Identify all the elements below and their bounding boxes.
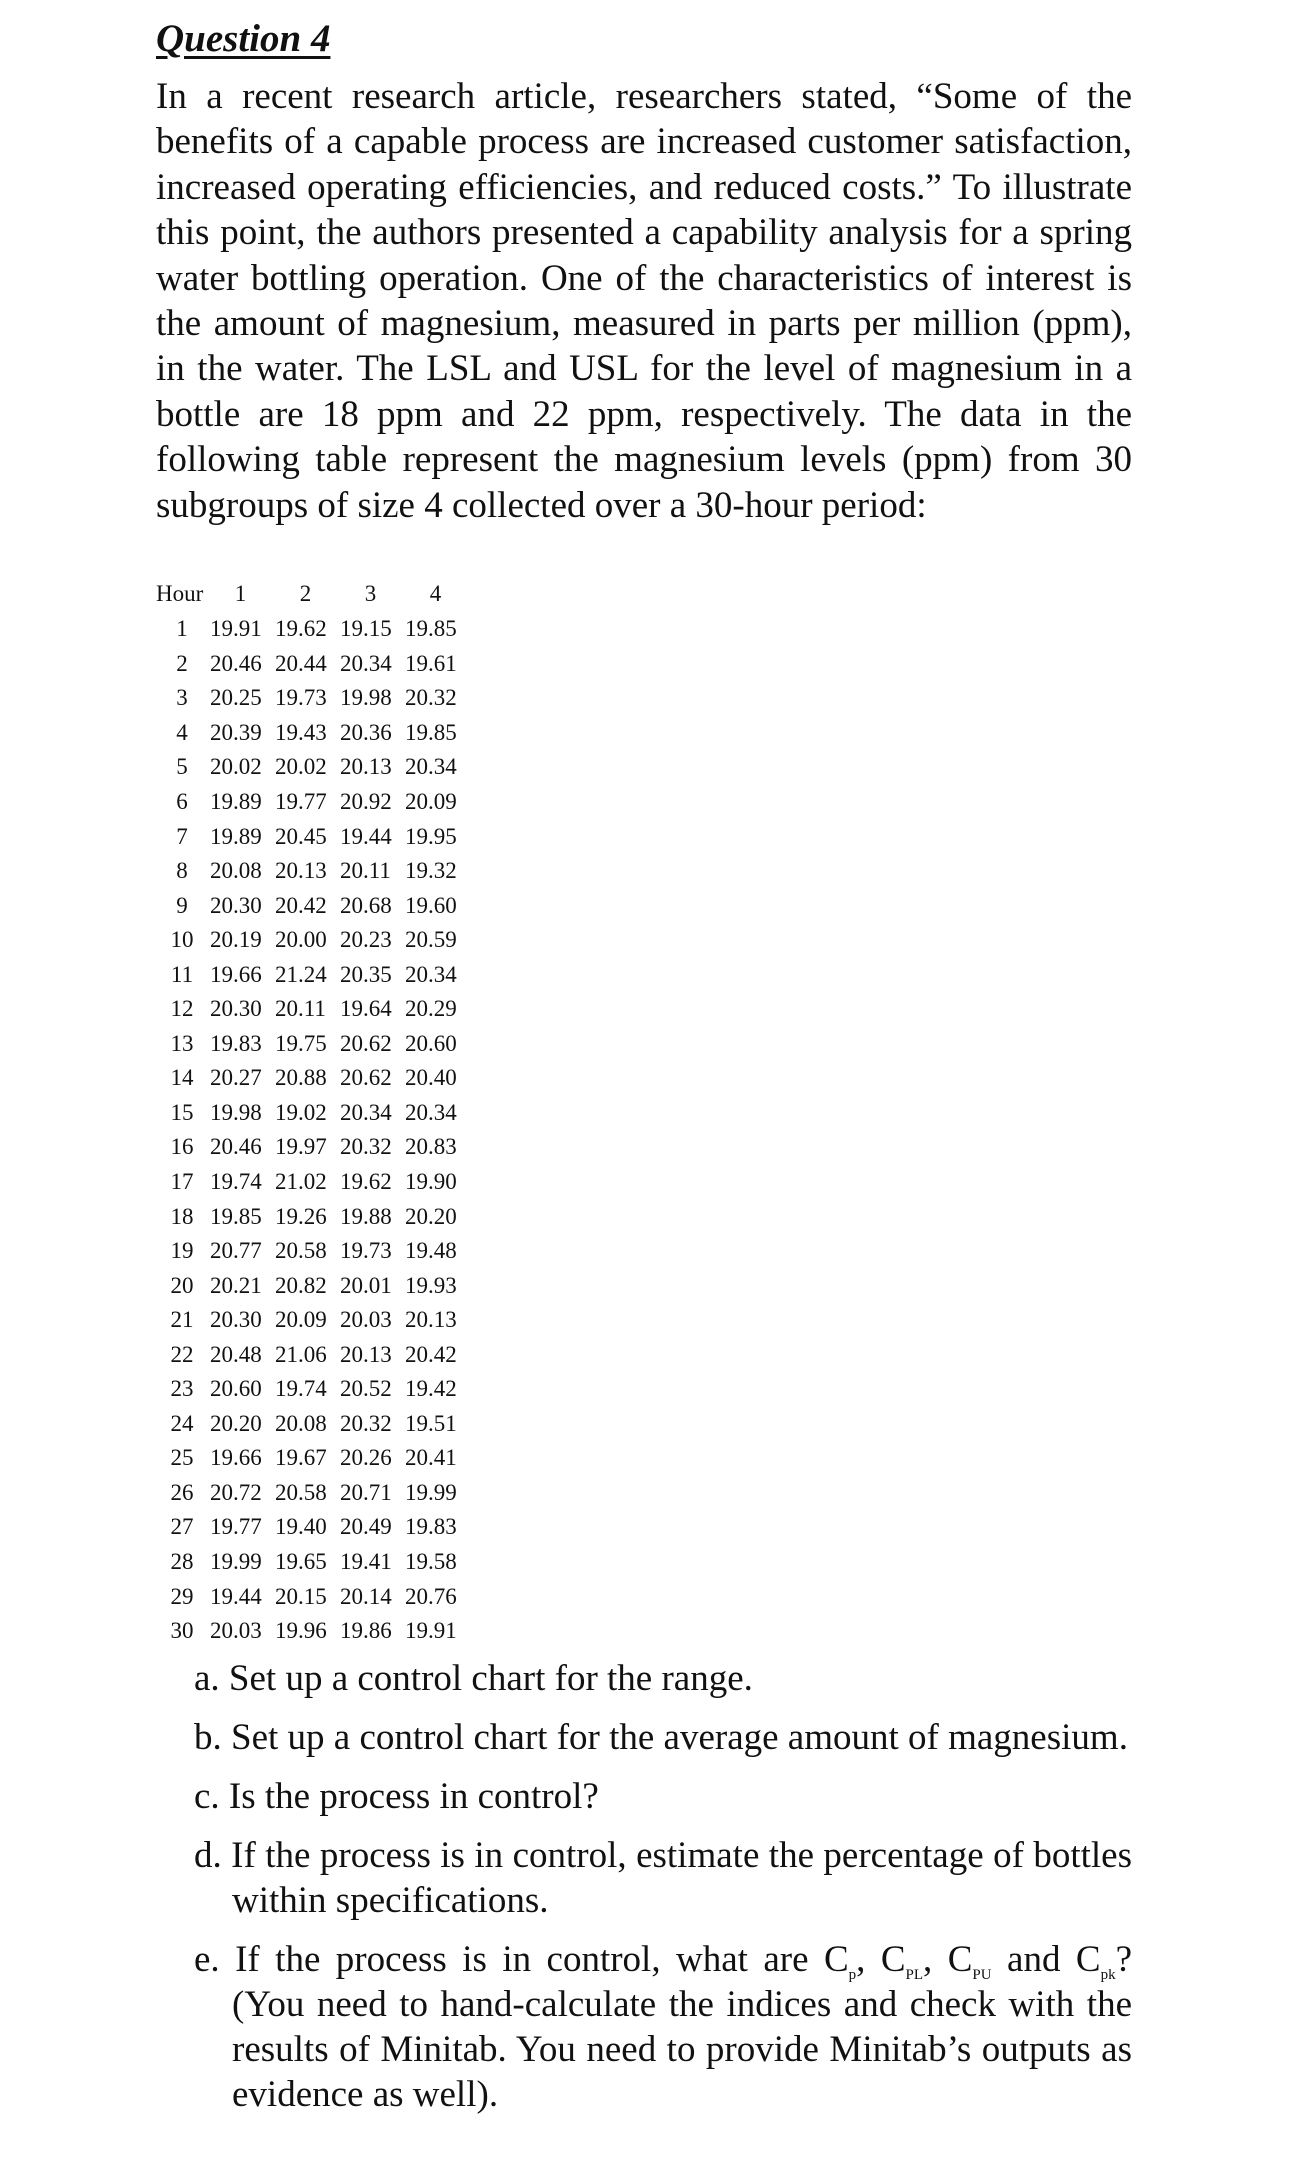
value-cell: 20.03 bbox=[210, 1618, 262, 1644]
header-col-3: 3 bbox=[364, 581, 377, 606]
hour-cell: 3 bbox=[176, 685, 188, 711]
value-cell: 19.83 bbox=[405, 1514, 457, 1540]
value-cell: 20.34 bbox=[405, 754, 457, 780]
table-row bbox=[156, 1407, 468, 1442]
hour-cell: 21 bbox=[170, 1307, 194, 1333]
question-a: a. Set up a control chart for the range. bbox=[194, 1658, 753, 1699]
value-cell: 20.46 bbox=[210, 1134, 262, 1160]
table-row bbox=[156, 1476, 468, 1511]
value-cell: 19.97 bbox=[275, 1134, 327, 1160]
value-cell: 19.40 bbox=[275, 1514, 327, 1540]
value-cell: 20.08 bbox=[275, 1410, 327, 1436]
value-cell: 19.42 bbox=[405, 1376, 457, 1402]
value-cell: 20.60 bbox=[210, 1376, 262, 1402]
hour-cell: 24 bbox=[170, 1410, 194, 1436]
value-cell: 20.71 bbox=[340, 1479, 392, 1505]
table-row bbox=[156, 750, 468, 785]
value-cell: 20.92 bbox=[340, 789, 392, 814]
hour-cell: 20 bbox=[170, 1272, 194, 1298]
value-cell: 19.99 bbox=[210, 1549, 262, 1575]
table-row bbox=[156, 923, 468, 958]
value-cell: 20.59 bbox=[405, 927, 457, 953]
value-cell: 19.66 bbox=[210, 961, 262, 987]
value-cell: 19.90 bbox=[405, 1169, 457, 1195]
value-cell: 20.01 bbox=[340, 1272, 392, 1298]
question-paragraph: In a recent research article, researchers stated, “Some of the benefits of a capable process are increased customer satisfaction, increased operating efficiencies, and reduced costs.” To illustrate this point, the authors presented a capability analysis for a spring water bottling operation. One of the characteristics of interest is the amount of magnesium, measured in parts per million (ppm), in the water. The LSL and USL for the level of magnesium in a bottle are 18 ppm and 22 ppm, respectively. The data in the following table represent the magnesium levels (ppm) from 30 subgroups of size 4 collected over a 30-hour period: bbox=[156, 76, 1132, 526]
value-cell: 20.42 bbox=[405, 1341, 457, 1367]
table-row bbox=[156, 992, 468, 1027]
value-cell: 19.62 bbox=[275, 616, 327, 642]
hour-cell: 15 bbox=[170, 1099, 194, 1125]
hour-cell: 2 bbox=[176, 650, 188, 676]
value-cell: 20.58 bbox=[275, 1238, 327, 1264]
value-cell: 19.95 bbox=[405, 823, 457, 849]
value-cell: 20.34 bbox=[405, 961, 457, 987]
table-row bbox=[156, 1096, 468, 1131]
value-cell: 19.32 bbox=[405, 858, 457, 884]
value-cell: 20.25 bbox=[210, 685, 262, 711]
value-cell: 20.76 bbox=[405, 1583, 457, 1609]
value-cell: 20.15 bbox=[275, 1583, 327, 1609]
value-cell: 19.74 bbox=[275, 1376, 327, 1402]
table-row bbox=[156, 1130, 468, 1165]
value-cell: 19.85 bbox=[405, 616, 457, 642]
value-cell: 19.98 bbox=[340, 685, 392, 711]
value-cell: 20.23 bbox=[340, 927, 392, 953]
value-cell: 20.46 bbox=[210, 650, 262, 676]
value-cell: 20.03 bbox=[340, 1307, 392, 1333]
hour-cell: 30 bbox=[170, 1618, 194, 1644]
value-cell: 20.83 bbox=[405, 1134, 457, 1160]
hour-cell: 1 bbox=[176, 616, 188, 642]
value-cell: 19.48 bbox=[405, 1238, 457, 1264]
hour-cell: 10 bbox=[170, 927, 194, 953]
value-cell: 19.88 bbox=[340, 1203, 392, 1229]
value-cell: 20.00 bbox=[275, 927, 327, 953]
value-cell: 20.35 bbox=[340, 961, 392, 987]
value-cell: 19.77 bbox=[275, 789, 327, 814]
hour-cell: 19 bbox=[170, 1238, 194, 1264]
value-cell: 20.11 bbox=[340, 858, 391, 884]
value-cell: 20.49 bbox=[340, 1514, 392, 1540]
value-cell: 19.60 bbox=[405, 892, 457, 918]
value-cell: 20.40 bbox=[405, 1065, 457, 1091]
table-row bbox=[156, 1545, 468, 1580]
table-row bbox=[156, 854, 468, 889]
table-row bbox=[156, 888, 468, 923]
value-cell: 19.98 bbox=[210, 1099, 262, 1125]
header-hour: Hour bbox=[156, 581, 204, 606]
value-cell: 19.86 bbox=[340, 1618, 392, 1644]
hour-cell: 28 bbox=[170, 1549, 194, 1575]
value-cell: 20.29 bbox=[405, 996, 457, 1022]
value-cell: 19.73 bbox=[340, 1238, 392, 1264]
value-cell: 20.36 bbox=[340, 719, 392, 745]
table-row bbox=[156, 1372, 468, 1407]
value-cell: 20.42 bbox=[275, 892, 327, 918]
value-cell: 20.14 bbox=[340, 1583, 392, 1609]
table-header-row bbox=[156, 576, 468, 612]
value-cell: 19.61 bbox=[405, 650, 457, 676]
value-cell: 19.65 bbox=[275, 1549, 327, 1575]
value-cell: 19.58 bbox=[405, 1549, 457, 1575]
value-cell: 19.83 bbox=[210, 1030, 262, 1056]
value-cell: 19.73 bbox=[275, 685, 327, 711]
value-cell: 20.45 bbox=[275, 823, 327, 849]
value-cell: 20.09 bbox=[275, 1307, 327, 1333]
table-row bbox=[156, 1268, 468, 1303]
hour-cell: 25 bbox=[170, 1445, 194, 1471]
value-cell: 20.26 bbox=[340, 1445, 392, 1471]
header-col-2: 2 bbox=[299, 581, 312, 606]
value-cell: 19.66 bbox=[210, 1445, 262, 1471]
table-row bbox=[156, 819, 468, 854]
hour-cell: 23 bbox=[170, 1376, 194, 1402]
value-cell: 20.39 bbox=[210, 719, 262, 745]
value-cell: 20.34 bbox=[340, 650, 392, 676]
value-cell: 20.20 bbox=[210, 1410, 262, 1436]
value-cell: 20.68 bbox=[340, 892, 392, 918]
value-cell: 19.96 bbox=[275, 1618, 327, 1644]
header-col-1: 1 bbox=[234, 581, 247, 606]
value-cell: 19.64 bbox=[340, 996, 392, 1022]
hour-cell: 9 bbox=[176, 892, 188, 918]
value-cell: 20.30 bbox=[210, 1307, 262, 1333]
table-row bbox=[156, 1061, 468, 1096]
hour-cell: 11 bbox=[170, 961, 194, 987]
value-cell: 19.74 bbox=[210, 1169, 262, 1195]
sub-pl: PL bbox=[905, 1967, 924, 1983]
value-cell: 21.06 bbox=[275, 1341, 327, 1367]
hour-cell: 12 bbox=[170, 996, 194, 1022]
value-cell: 19.89 bbox=[210, 823, 262, 849]
hour-cell: 16 bbox=[170, 1134, 194, 1160]
question-e-suffix: ? (You need to hand-calculate the indices and check with the results of Minitab. You need to provide Minitab’s outputs as evidence as well). bbox=[232, 1939, 1133, 2115]
value-cell: 19.44 bbox=[340, 823, 392, 849]
table-row bbox=[156, 1234, 468, 1269]
value-cell: 20.08 bbox=[210, 858, 262, 884]
value-cell: 19.41 bbox=[340, 1549, 392, 1575]
table-row bbox=[156, 785, 468, 820]
value-cell: 21.02 bbox=[275, 1169, 327, 1195]
value-cell: 20.52 bbox=[340, 1376, 392, 1402]
question-d: d. If the process is in control, estimate the percentage of bottles within specifications. bbox=[194, 1835, 1132, 1921]
value-cell: 20.48 bbox=[210, 1341, 262, 1367]
value-cell: 19.99 bbox=[405, 1479, 457, 1505]
value-cell: 20.60 bbox=[405, 1030, 457, 1056]
table-row bbox=[156, 1337, 468, 1372]
value-cell: 19.75 bbox=[275, 1030, 327, 1056]
question-e-sep1: , C bbox=[856, 1939, 906, 1980]
hour-cell: 29 bbox=[170, 1583, 194, 1609]
table-row bbox=[156, 1165, 468, 1200]
hour-cell: 13 bbox=[170, 1030, 194, 1056]
question-c: c. Is the process in control? bbox=[194, 1776, 599, 1817]
value-cell: 20.77 bbox=[210, 1238, 262, 1264]
value-cell: 19.02 bbox=[275, 1099, 327, 1125]
table-row bbox=[156, 612, 468, 647]
value-cell: 20.32 bbox=[340, 1134, 392, 1160]
table-row bbox=[156, 716, 468, 751]
value-cell: 20.32 bbox=[405, 685, 457, 711]
question-e bbox=[194, 1937, 1132, 2117]
value-cell: 20.44 bbox=[275, 650, 327, 676]
question-list bbox=[194, 1656, 1132, 2131]
value-cell: 19.26 bbox=[275, 1203, 327, 1229]
table-row bbox=[156, 681, 468, 716]
header-col-4: 4 bbox=[429, 581, 442, 606]
table-row bbox=[156, 1027, 468, 1062]
value-cell: 20.13 bbox=[275, 858, 327, 884]
value-cell: 20.82 bbox=[275, 1272, 327, 1298]
table-row bbox=[156, 1510, 468, 1545]
value-cell: 19.91 bbox=[405, 1618, 457, 1644]
value-cell: 19.62 bbox=[340, 1169, 392, 1195]
question-e-sep2: , C bbox=[923, 1939, 973, 1980]
value-cell: 20.21 bbox=[210, 1272, 262, 1298]
table-row bbox=[156, 1199, 468, 1234]
question-title: Question 4 bbox=[156, 17, 331, 60]
hour-cell: 6 bbox=[176, 789, 188, 814]
question-e-sep3: and C bbox=[991, 1939, 1101, 1980]
value-cell: 19.85 bbox=[210, 1203, 262, 1229]
sub-p: p bbox=[848, 1967, 857, 1983]
value-cell: 19.85 bbox=[405, 719, 457, 745]
value-cell: 20.09 bbox=[405, 789, 457, 814]
value-cell: 20.20 bbox=[405, 1203, 457, 1229]
table-row bbox=[156, 1441, 468, 1476]
question-e-prefix: e. If the process is in control, what are C bbox=[194, 1939, 849, 1980]
value-cell: 20.34 bbox=[340, 1099, 392, 1125]
value-cell: 20.13 bbox=[340, 1341, 392, 1367]
value-cell: 20.27 bbox=[210, 1065, 262, 1091]
value-cell: 19.93 bbox=[405, 1272, 457, 1298]
value-cell: 19.67 bbox=[275, 1445, 327, 1471]
value-cell: 19.77 bbox=[210, 1514, 262, 1540]
question-b: b. Set up a control chart for the average amount of magnesium. bbox=[194, 1717, 1128, 1758]
value-cell: 20.19 bbox=[210, 927, 262, 953]
table-row bbox=[156, 1614, 468, 1649]
hour-cell: 27 bbox=[170, 1514, 194, 1540]
hour-cell: 17 bbox=[170, 1169, 194, 1195]
hour-cell: 18 bbox=[170, 1203, 194, 1229]
value-cell: 20.58 bbox=[275, 1479, 327, 1505]
value-cell: 19.15 bbox=[340, 616, 392, 642]
value-cell: 20.32 bbox=[340, 1410, 392, 1436]
value-cell: 20.02 bbox=[210, 754, 262, 780]
value-cell: 20.13 bbox=[340, 754, 392, 780]
value-cell: 19.44 bbox=[210, 1583, 262, 1609]
hour-cell: 26 bbox=[170, 1479, 194, 1505]
value-cell: 20.30 bbox=[210, 892, 262, 918]
value-cell: 20.34 bbox=[405, 1099, 457, 1125]
value-cell: 20.13 bbox=[405, 1307, 457, 1333]
magnesium-data-table bbox=[156, 576, 468, 1648]
value-cell: 20.11 bbox=[275, 996, 326, 1022]
value-cell: 20.41 bbox=[405, 1445, 457, 1471]
value-cell: 20.88 bbox=[275, 1065, 327, 1091]
hour-cell: 14 bbox=[170, 1065, 194, 1091]
value-cell: 21.24 bbox=[275, 961, 327, 987]
value-cell: 19.51 bbox=[405, 1410, 457, 1436]
table-row bbox=[156, 957, 468, 992]
value-cell: 20.30 bbox=[210, 996, 262, 1022]
value-cell: 19.43 bbox=[275, 719, 327, 745]
table-row bbox=[156, 1303, 468, 1338]
value-cell: 20.02 bbox=[275, 754, 327, 780]
value-cell: 19.91 bbox=[210, 616, 262, 642]
hour-cell: 8 bbox=[176, 858, 188, 884]
value-cell: 20.72 bbox=[210, 1479, 262, 1505]
value-cell: 20.62 bbox=[340, 1065, 392, 1091]
sub-pu: PU bbox=[972, 1967, 992, 1983]
sub-pk: pk bbox=[1100, 1967, 1116, 1983]
hour-cell: 4 bbox=[176, 719, 188, 745]
value-cell: 19.89 bbox=[210, 789, 262, 814]
value-cell: 20.62 bbox=[340, 1030, 392, 1056]
hour-cell: 7 bbox=[176, 823, 188, 849]
table-row bbox=[156, 1579, 468, 1614]
hour-cell: 5 bbox=[176, 754, 188, 780]
hour-cell: 22 bbox=[170, 1341, 194, 1367]
table-row bbox=[156, 647, 468, 682]
